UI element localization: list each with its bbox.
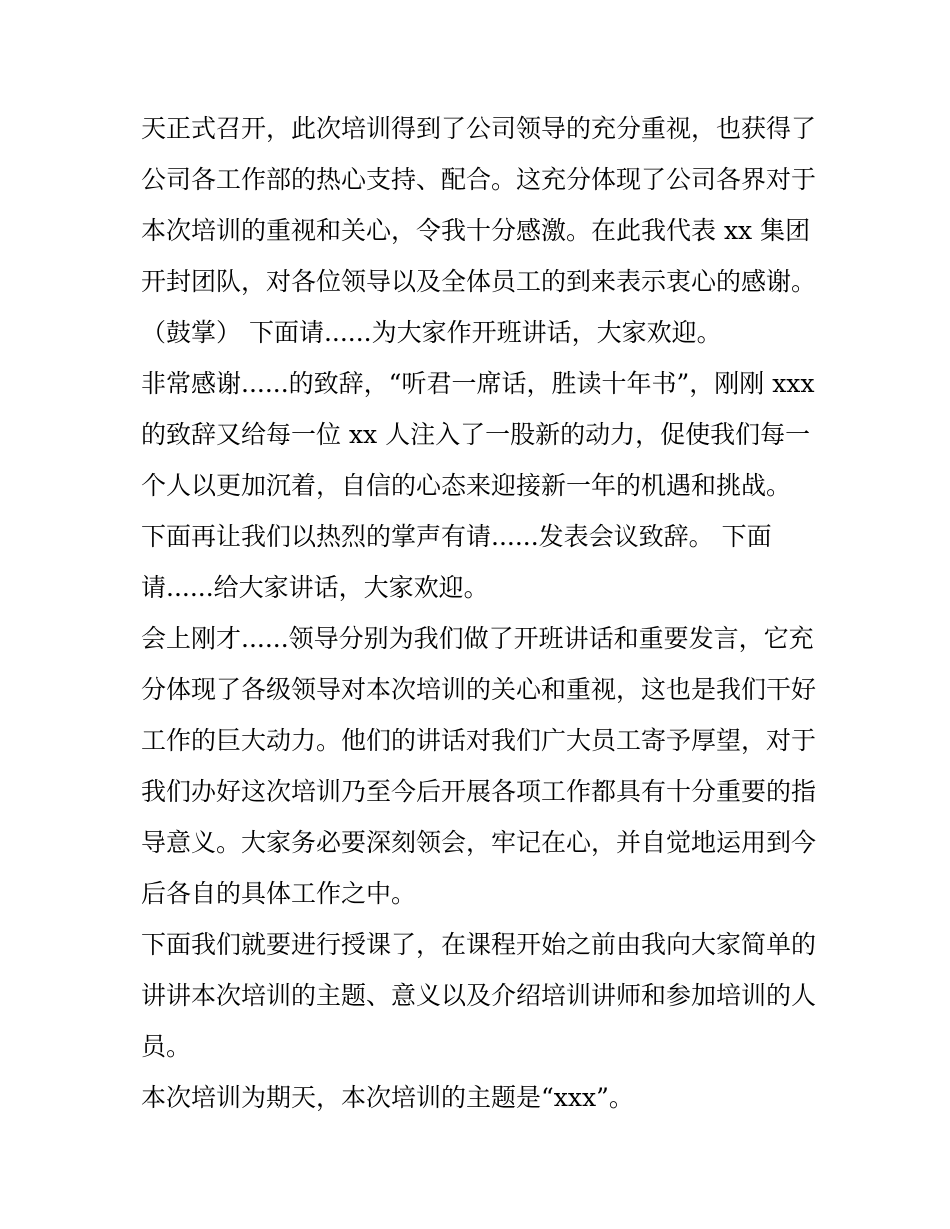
text-line: 开封团队，对各位领导以及全体员工的到来表示衷心的感谢。: [141, 267, 817, 296]
document-body: [141, 103, 821, 1123]
text-line: 工作的巨大动力。他们的讲话对我们广大员工寄予厚望，对于: [141, 726, 817, 755]
text-line: 本次培训的重视和关心，令我十分感激。在此我代表 xx 集团: [141, 216, 811, 245]
text-line: 公司各工作部的热心支持、配合。这充分体现了公司各界对于: [141, 165, 817, 194]
text-line: 我们办好这次培训乃至今后开展各项工作都具有十分重要的指: [141, 777, 817, 806]
text-line: 分体现了各级领导对本次培训的关心和重视，这也是我们干好: [141, 675, 817, 704]
text-line: 后各自的具体工作之中。: [141, 879, 417, 908]
text-line: 非常感谢......的致辞，“听君一席话，胜读十年书”，刚刚 xxx: [141, 369, 815, 398]
text-line: 的致辞又给每一位 xx 人注入了一股新的动力，促使我们每一: [141, 420, 811, 449]
text-line: 下面我们就要进行授课了，在课程开始之前由我向大家简单的: [141, 930, 817, 959]
text-line: 本次培训为期天，本次培训的主题是“xxx”。: [141, 1083, 634, 1112]
text-line: 下面再让我们以热烈的掌声有请......发表会议致辞。 下面: [141, 522, 772, 551]
text-line: 天正式召开，此次培训得到了公司领导的充分重视，也获得了: [141, 114, 817, 143]
text-line: 会上刚才......领导分别为我们做了开班讲话和重要发言，它充: [141, 624, 814, 653]
text-line: 导意义。大家务必要深刻领会，牢记在心，并自觉地运用到今: [141, 828, 817, 857]
text-line: 请......给大家讲话，大家欢迎。: [141, 573, 489, 602]
text-line: 讲讲本次培训的主题、意义以及介绍培训讲师和参加培训的人: [141, 981, 817, 1010]
text-line: （鼓掌） 下面请......为大家作开班讲话，大家欢迎。: [141, 318, 722, 347]
text-line: 个人以更加沉着，自信的心态来迎接新一年的机遇和挑战。: [141, 471, 792, 500]
text-line: 员。: [141, 1032, 192, 1061]
